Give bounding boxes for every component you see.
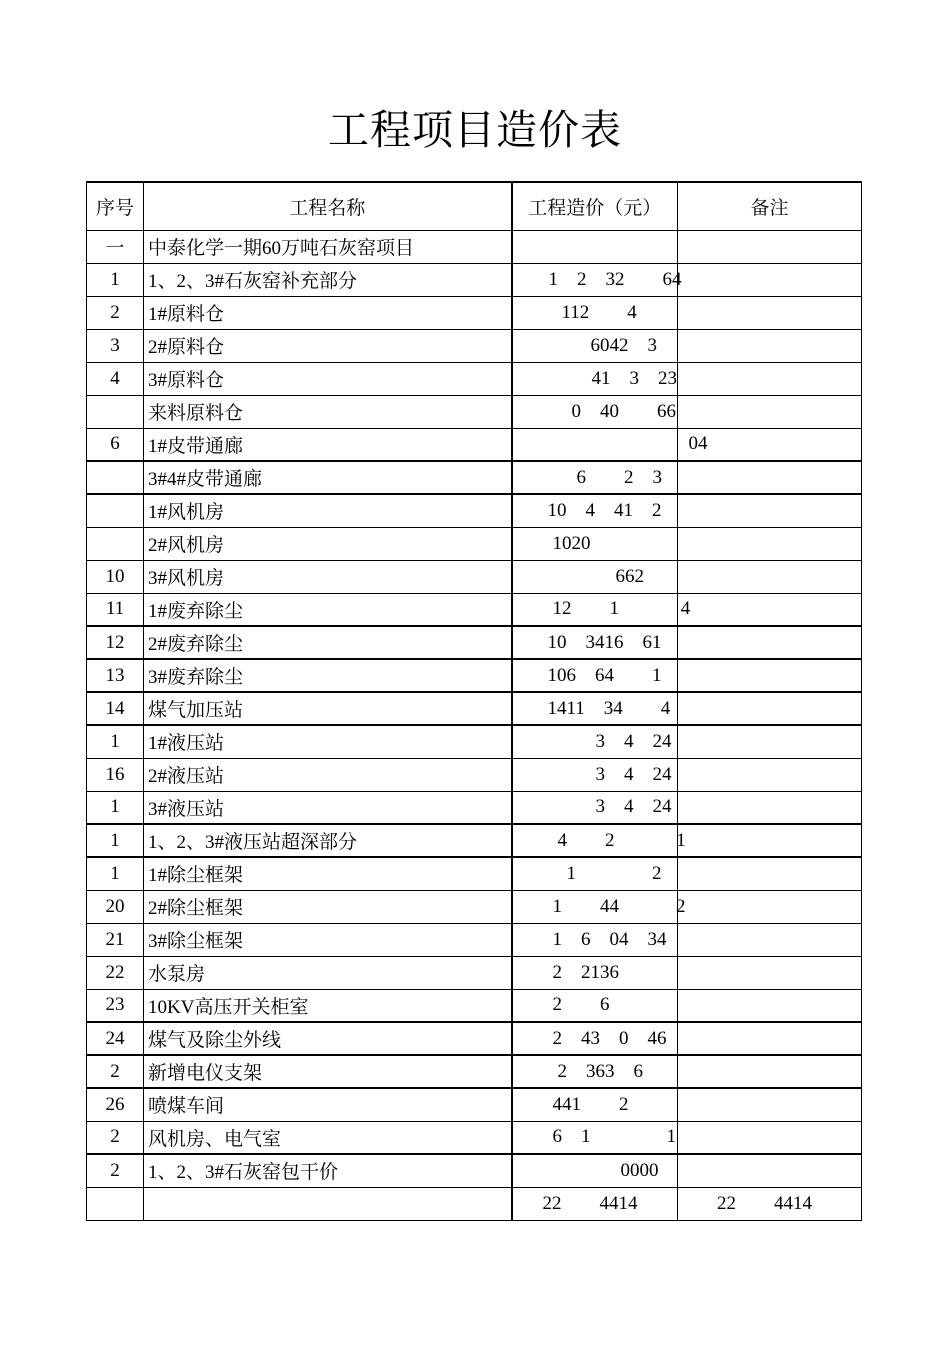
- remark: [678, 857, 862, 890]
- header-remark: 备注: [678, 182, 862, 230]
- row-number: [87, 395, 144, 428]
- remark: [678, 527, 862, 560]
- page-title: 工程项目造价表: [328, 107, 622, 153]
- row-number: 10: [87, 560, 144, 593]
- table-row: [87, 1088, 862, 1121]
- cost-value: 112 4: [512, 296, 678, 329]
- table-row: [87, 494, 862, 527]
- project-name: 煤气及除尘外线: [144, 1022, 512, 1055]
- row-number: 16: [87, 758, 144, 791]
- remark: [678, 1022, 862, 1055]
- row-number: 26: [87, 1088, 144, 1121]
- cost-value: 1 6 04 34: [512, 923, 678, 956]
- cost-value: 1 2: [512, 857, 678, 890]
- remark: [678, 1055, 862, 1088]
- table-header-row: [87, 182, 862, 230]
- row-number: 21: [87, 923, 144, 956]
- row-number: 2: [87, 1154, 144, 1187]
- project-name: 风机房、电气室: [144, 1121, 512, 1154]
- cost-value: 106 64 1: [512, 659, 678, 692]
- remark: [678, 758, 862, 791]
- row-number: 20: [87, 890, 144, 923]
- remark: [678, 824, 862, 857]
- row-number: 1: [87, 824, 144, 857]
- remark: [678, 593, 862, 626]
- remark: [678, 659, 862, 692]
- remark: [678, 395, 862, 428]
- cost-value: 441 2: [512, 1088, 678, 1121]
- table-row: [87, 923, 862, 956]
- project-name: 3#风机房: [144, 560, 512, 593]
- row-number: [87, 494, 144, 527]
- row-number: 14: [87, 692, 144, 725]
- project-name: 1、2、3#液压站超深部分: [144, 824, 512, 857]
- table-row: [87, 692, 862, 725]
- project-name: 3#液压站: [144, 791, 512, 824]
- remark: [678, 890, 862, 923]
- remark: [678, 362, 862, 395]
- row-number: 1: [87, 791, 144, 824]
- remark: [678, 560, 862, 593]
- table-row: [87, 428, 862, 461]
- row-number: [87, 527, 144, 560]
- table-row: [87, 395, 862, 428]
- table-row: [87, 362, 862, 395]
- row-number: 一: [87, 230, 144, 263]
- project-name: 2#原料仓: [144, 329, 512, 362]
- project-name: 1#废弃除尘: [144, 593, 512, 626]
- cost-value: 6 1 1: [512, 1121, 678, 1154]
- table-row: [87, 725, 862, 758]
- project-name: 1#风机房: [144, 494, 512, 527]
- remark: [678, 791, 862, 824]
- cost-value: 6 2 3: [512, 461, 678, 494]
- table-row: [87, 1154, 862, 1187]
- row-number: 11: [87, 593, 144, 626]
- table-row: [87, 626, 862, 659]
- project-name: 3#废弃除尘: [144, 659, 512, 692]
- table-row: [87, 1022, 862, 1055]
- remark: [678, 725, 862, 758]
- remark: [678, 494, 862, 527]
- table-row: [87, 593, 862, 626]
- project-name: 3#4#皮带通廊: [144, 461, 512, 494]
- remark: [678, 956, 862, 989]
- cost-value: 662: [512, 560, 678, 593]
- cost-value: 3 4 24: [512, 791, 678, 824]
- remark: [678, 1088, 862, 1121]
- cost-value: 0000: [512, 1154, 678, 1187]
- cost-value: 2 2136: [512, 956, 678, 989]
- cost-value: 4 2 1: [512, 824, 678, 857]
- project-name: 1#皮带通廊: [144, 428, 512, 461]
- project-name: 2#除尘框架: [144, 890, 512, 923]
- cost-value: [512, 230, 678, 263]
- project-name: 1、2、3#石灰窑包干价: [144, 1154, 512, 1187]
- table-row: [87, 461, 862, 494]
- cost-value: 6042 3: [512, 329, 678, 362]
- table-row: [87, 791, 862, 824]
- table-row: [87, 329, 862, 362]
- cost-value: 10 3416 61: [512, 626, 678, 659]
- project-name: 3#除尘框架: [144, 923, 512, 956]
- cost-value: 2 363 6: [512, 1055, 678, 1088]
- table-row: [87, 1187, 862, 1220]
- cost-value: 3 4 24: [512, 725, 678, 758]
- project-name: 10KV高压开关柜室: [144, 989, 512, 1022]
- remark: [678, 230, 862, 263]
- cost-value: 1411 34 4: [512, 692, 678, 725]
- project-name: 新增电仪支架: [144, 1055, 512, 1088]
- project-name: 1#原料仓: [144, 296, 512, 329]
- project-name: 水泵房: [144, 956, 512, 989]
- table-row: [87, 890, 862, 923]
- row-number: 24: [87, 1022, 144, 1055]
- remark: [678, 263, 862, 296]
- row-number: 12: [87, 626, 144, 659]
- remark: [678, 296, 862, 329]
- table-row: [87, 989, 862, 1022]
- row-number: 3: [87, 329, 144, 362]
- project-name: 2#风机房: [144, 527, 512, 560]
- row-number: 1: [87, 263, 144, 296]
- remark: [678, 626, 862, 659]
- cost-value: 1020: [512, 527, 678, 560]
- table-row: [87, 659, 862, 692]
- project-name: 来料原料仓: [144, 395, 512, 428]
- remark: [678, 1121, 862, 1154]
- cost-value: 1 2 32 64: [512, 263, 678, 296]
- table-row: [87, 956, 862, 989]
- row-number: 2: [87, 1121, 144, 1154]
- project-name: 2#废弃除尘: [144, 626, 512, 659]
- row-number: 2: [87, 1055, 144, 1088]
- row-number: 2: [87, 296, 144, 329]
- table-row: [87, 296, 862, 329]
- project-name: 喷煤车间: [144, 1088, 512, 1121]
- remark: [678, 1154, 862, 1187]
- cost-value: 0 40 66: [512, 395, 678, 428]
- row-number: 1: [87, 857, 144, 890]
- row-number: [87, 461, 144, 494]
- cost-value: 2 6: [512, 989, 678, 1022]
- table-row: [87, 230, 862, 263]
- table-row: [87, 857, 862, 890]
- table-row: [87, 758, 862, 791]
- cost-value: 1 44 2: [512, 890, 678, 923]
- cost-value: 10 4 41 2: [512, 494, 678, 527]
- project-name: 煤气加压站: [144, 692, 512, 725]
- table-row: [87, 527, 862, 560]
- cost-value: 04: [512, 428, 678, 461]
- row-number: [87, 1187, 144, 1220]
- project-name: 3#原料仓: [144, 362, 512, 395]
- header-price: 工程造价（元）: [512, 182, 678, 230]
- cost-value: 41 3 23: [512, 362, 678, 395]
- project-name: [144, 1187, 512, 1220]
- row-number: 13: [87, 659, 144, 692]
- header-no: 序号: [87, 182, 144, 230]
- table-row: [87, 1121, 862, 1154]
- row-number: 6: [87, 428, 144, 461]
- header-name: 工程名称: [144, 182, 512, 230]
- cost-value: 2 43 0 46: [512, 1022, 678, 1055]
- remark: [678, 989, 862, 1022]
- project-name: 1#液压站: [144, 725, 512, 758]
- table-row: [87, 1055, 862, 1088]
- row-number: 4: [87, 362, 144, 395]
- table-row: [87, 263, 862, 296]
- project-name: 2#液压站: [144, 758, 512, 791]
- cost-value: 3 4 24: [512, 758, 678, 791]
- cost-value: 22 4414: [512, 1187, 678, 1220]
- project-name: 1、2、3#石灰窑补充部分: [144, 263, 512, 296]
- row-number: 22: [87, 956, 144, 989]
- cost-value: 12 1 4: [512, 593, 678, 626]
- table-row: [87, 824, 862, 857]
- remark: [678, 461, 862, 494]
- cost-table: [86, 181, 862, 1221]
- remark: [678, 329, 862, 362]
- remark: 22 4414: [678, 1187, 862, 1220]
- remark: [678, 692, 862, 725]
- project-name: 中泰化学一期60万吨石灰窑项目: [144, 230, 512, 263]
- project-name: 1#除尘框架: [144, 857, 512, 890]
- row-number: 1: [87, 725, 144, 758]
- row-number: 23: [87, 989, 144, 1022]
- table-body: [87, 230, 862, 1220]
- remark: [678, 923, 862, 956]
- table-row: [87, 560, 862, 593]
